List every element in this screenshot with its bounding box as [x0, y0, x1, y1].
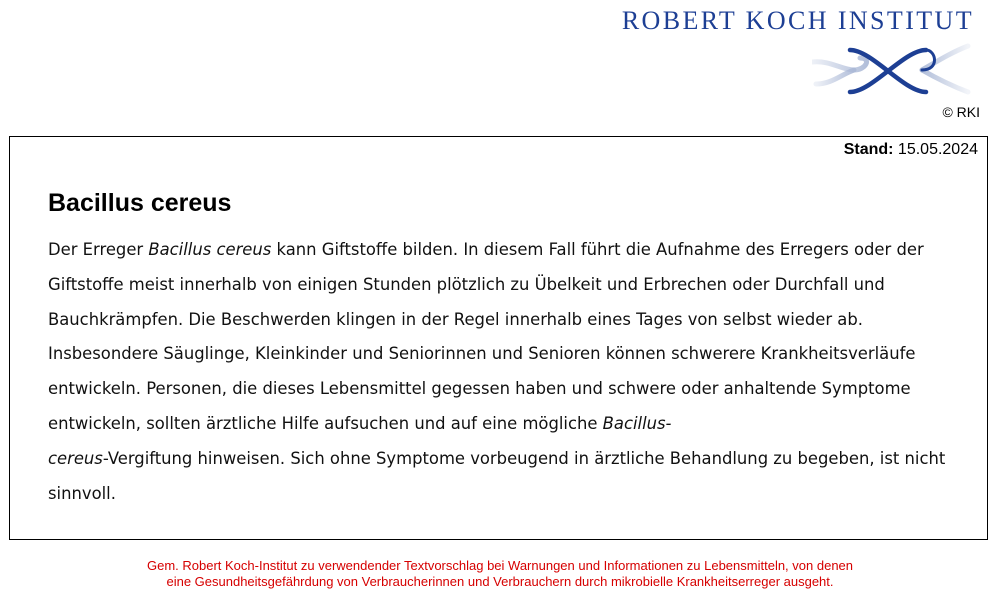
footer-line-2: eine Gesundheitsgefährdung von Verbraucherinnen und Verbrauchern durch mikrobielle Krankheitserreger ausgeht.	[166, 574, 834, 589]
footer-line-1: Gem. Robert Koch-Institut zu verwendender Textvorschlag bei Warnungen und Informationen zu Lebensmitteln, von denen	[146, 558, 854, 573]
pathogen-name-italic-a: Bacillus-	[602, 413, 672, 433]
notice-box	[9, 136, 988, 540]
paragraph-part-1: Der Erreger	[48, 240, 149, 259]
pathogen-name-italic: Bacillus cereus	[148, 240, 272, 259]
page-header	[0, 0, 1000, 130]
paragraph-part-3: -Vergiftung hinweisen. Sich ohne Symptome vorbeugend in ärztliche Behandlung zu begeben, ist nicht sinnvoll.	[48, 448, 946, 503]
footer-note	[0, 558, 1000, 590]
notice-title: Bacillus cereus	[48, 189, 232, 217]
rki-helix-logo-icon	[812, 40, 972, 102]
brand-name: ROBERT KOCH INSTITUT	[621, 6, 974, 35]
paragraph-part-2: kann Giftstoffe bilden. In diesem Fall führt die Aufnahme des Erregers oder der Giftstoffe meist innerhalb von einigen Stunden plötzlich zu Übelkeit und Erbrechen oder Durchfall und Bauchkrämpfen. Die Beschwerden klingen in der Regel innerhalb eines Tages von selbst wieder ab. Insbesondere Säuglinge, Kleinkinder und Seniorinnen und Senioren können schwerere Krankheitsverläufe entwickeln. Personen, die dieses Lebensmittel gegessen haben und schwere oder anhaltende Symptome entwickeln, sollten ärztliche Hilfe aufsuchen und auf eine mögliche	[48, 240, 924, 433]
stand-label: Stand:	[843, 141, 894, 158]
copyright-notice: © RKI	[942, 104, 980, 120]
stand-date: 15.05.2024	[897, 141, 978, 158]
stand-date-line	[844, 141, 978, 159]
pathogen-name-italic-b: cereus	[48, 448, 103, 468]
notice-paragraph	[48, 233, 968, 511]
